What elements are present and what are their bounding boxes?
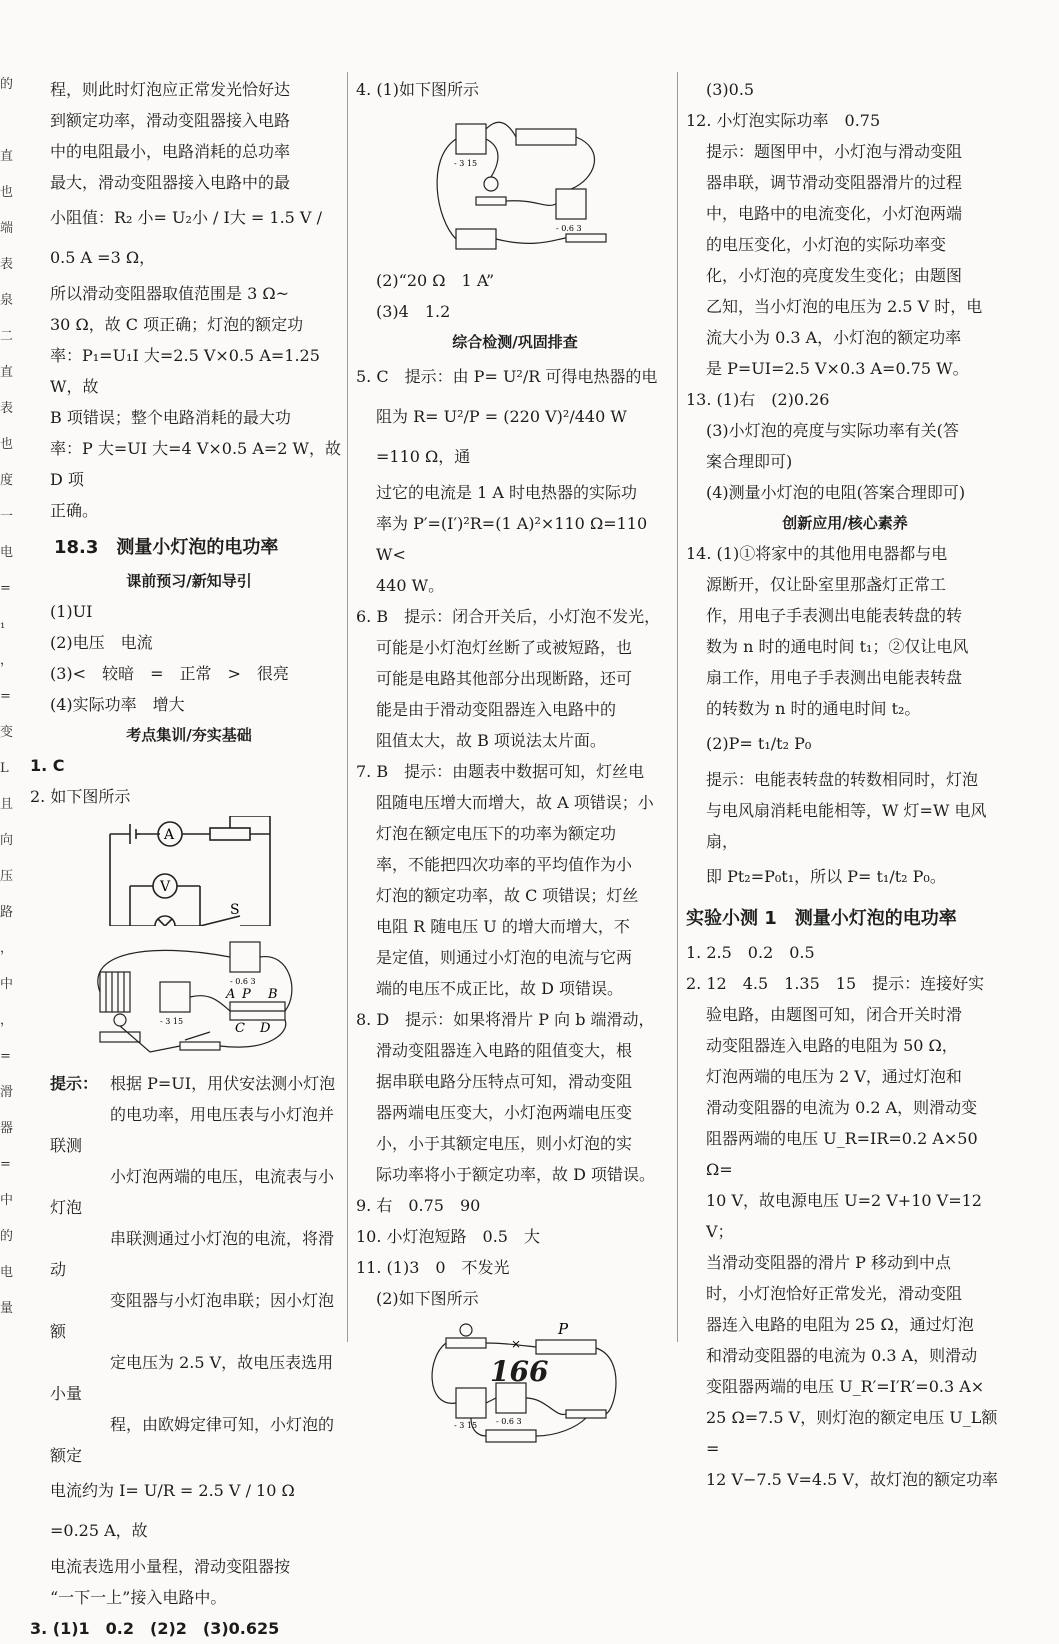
answer-11-3: (3)0.5 bbox=[706, 80, 755, 99]
ammeter-label: A bbox=[164, 827, 175, 843]
edge-char: 中 bbox=[0, 977, 14, 992]
text-line: (4)测量小灯泡的电阻(答案合理即可) bbox=[706, 483, 966, 502]
edge-char: 中 bbox=[0, 1193, 14, 1208]
text-line: 率为 P′=(I′)²R=(1 A)²×110 Ω=110 W< bbox=[376, 514, 648, 564]
text-line: 正确。 bbox=[50, 501, 99, 520]
edge-char bbox=[0, 106, 16, 142]
answer-5: 5. C 提示：由 P= U²/R 可得电热器的电 bbox=[356, 367, 658, 386]
rheostat-label-b: B bbox=[268, 987, 278, 1002]
subsection-title: 综合检测/巩固排查 bbox=[452, 333, 578, 351]
column-1 bbox=[30, 74, 348, 1644]
text-line: 440 W。 bbox=[376, 576, 445, 595]
exp-answer-2 bbox=[686, 968, 1004, 1495]
text-line: 小灯泡两端的电压，电流表与小灯泡 bbox=[50, 1167, 335, 1217]
slider-label-p: P bbox=[558, 1320, 569, 1338]
text-line: 8. D 提示：如果将滑片 P 向 b 端滑动， bbox=[356, 1010, 655, 1029]
text-line: 中，电路中的电流变化，小灯泡两端 bbox=[706, 204, 963, 223]
text-line: 可能是电路其他部分出现断路，还可 bbox=[376, 669, 633, 688]
text-line: 率：P₁=U₁I 大=2.5 V×0.5 A=1.25 W，故 bbox=[50, 346, 320, 396]
text-line: 率：P 大=UI 大=4 V×0.5 A=2 W，故 D 项 bbox=[50, 439, 341, 489]
text-line: 12 V−7.5 V=4.5 V，故灯泡的额定功率 bbox=[706, 1470, 998, 1489]
text-line: 的转数为 n 时的通电时间 t₂。 bbox=[706, 699, 921, 718]
circuit-wiring-figure bbox=[426, 1318, 726, 1448]
text-line: 根据 P=UI，用伏安法测小灯泡 bbox=[110, 1074, 336, 1093]
text-line: 流大小为 0.3 A，小灯泡的额定功率 bbox=[706, 328, 962, 347]
switch-label: S bbox=[230, 902, 240, 918]
answer-2: 2. 如下图所示 bbox=[30, 787, 131, 806]
text-line: 率，不能把四次功率的平均值作为小 bbox=[376, 855, 633, 874]
answer-7 bbox=[356, 756, 674, 1004]
answer-6 bbox=[356, 601, 674, 756]
text-line: 是 P=UI=2.5 V×0.3 A=0.75 W。 bbox=[706, 359, 969, 378]
text-line: 最大，滑动变阻器接入电路中的最 bbox=[50, 173, 291, 192]
edge-char: 电 bbox=[0, 1265, 14, 1280]
text-line: 的电功率，用电压表与小灯泡并联测 bbox=[50, 1105, 335, 1155]
edge-char: 路 bbox=[0, 905, 14, 920]
edge-char: 直 bbox=[0, 365, 14, 380]
meter-scale-label: - 0.6 3 bbox=[556, 224, 582, 233]
text-line: 串联测通过小灯泡的电流，将滑动 bbox=[50, 1229, 335, 1279]
meter-scale-label: - 3 15 bbox=[160, 1017, 184, 1026]
text-line: 际功率将小于额定功率，故 D 项错误。 bbox=[376, 1165, 656, 1184]
text-line: (4)实际功率 增大 bbox=[50, 695, 185, 714]
section-title: 实验小测 1 测量小灯泡的电功率 bbox=[686, 908, 957, 929]
text-line: 器两端电压变大，小灯泡两端电压变 bbox=[376, 1103, 633, 1122]
text-line: 7. B 提示：由题表中数据可知，灯丝电 bbox=[356, 762, 645, 781]
text-line: 验电路，由题图可知，闭合开关时滑 bbox=[706, 1005, 963, 1024]
hint-text bbox=[686, 136, 1004, 384]
text-line: 到额定功率，滑动变阻器接入电路 bbox=[50, 111, 291, 130]
text-line: 10 V，故电源电压 U=2 V+10 V=12 V； bbox=[706, 1191, 982, 1241]
text-line: (2)电压 电流 bbox=[50, 633, 153, 652]
formula-line: (2)P= t₁/t₂ P₀ bbox=[706, 734, 812, 753]
edge-char: 也 bbox=[0, 437, 14, 452]
edge-char: L bbox=[0, 761, 9, 776]
edge-char: 的 bbox=[0, 77, 14, 92]
edge-char: = bbox=[0, 1157, 11, 1172]
exp-answer-1: 1. 2.5 0.2 0.5 bbox=[686, 943, 815, 962]
text-line: 作，用电子手表测出电能表转盘的转 bbox=[706, 606, 963, 625]
text-line: 扇工作，用电子手表测出电能表转盘 bbox=[706, 668, 963, 687]
text-line: 定电压为 2.5 V，故电压表选用小量 bbox=[50, 1353, 334, 1403]
edge-char: 表 bbox=[0, 401, 14, 416]
answer-8 bbox=[356, 1004, 674, 1190]
edge-char: 滑 bbox=[0, 1085, 14, 1100]
formula-line: 电流约为 I= U/R = 2.5 V / 10 Ω =0.25 A，故 bbox=[50, 1481, 295, 1540]
text-line: 14. (1)①将家中的其他用电器都与电 bbox=[686, 544, 948, 563]
rheostat-label-a: A bbox=[226, 987, 236, 1002]
text-line: 阻随电压增大而增大，故 A 项错误；小 bbox=[376, 793, 654, 812]
edge-char: ， bbox=[0, 653, 14, 668]
edge-char: 度 bbox=[0, 473, 14, 488]
text-line: 13. (1)右 (2)0.26 bbox=[686, 390, 830, 409]
column-2 bbox=[356, 74, 674, 1454]
meter-scale-label: - 3 15 bbox=[454, 159, 478, 168]
text-line: 所以滑动变阻器取值范围是 3 Ω~ bbox=[50, 284, 290, 303]
text-line: 变阻器与小灯泡串联；因小灯泡额 bbox=[50, 1291, 335, 1341]
text-line: 灯泡两端的电压为 2 V，通过灯泡和 bbox=[706, 1067, 962, 1086]
edge-char: 器 bbox=[0, 1121, 14, 1136]
answer-list bbox=[30, 596, 348, 720]
edge-char: = bbox=[0, 581, 11, 596]
text-line: 滑动变阻器连入电路的阻值变大，根 bbox=[376, 1041, 633, 1060]
text-line: 能是由于滑动变阻器连入电路中的 bbox=[376, 700, 617, 719]
text-line: 程，则此时灯泡应正常发光恰好达 bbox=[50, 80, 291, 99]
answer-3: 3. (1)1 0.2 (2)2 (3)0.625 bbox=[30, 1619, 280, 1638]
hint-text bbox=[686, 764, 1004, 857]
edge-char: ₁ bbox=[0, 617, 6, 632]
meter-scale-label: - 0.6 3 bbox=[496, 1417, 522, 1426]
text-line: 中的电阻最小，电路消耗的总功率 bbox=[50, 142, 291, 161]
edge-char: 电 bbox=[0, 545, 14, 560]
edge-char: 压 bbox=[0, 869, 14, 884]
answer-11-2: (2)如下图所示 bbox=[376, 1289, 479, 1308]
text-line: “一下一上”接入电路中。 bbox=[50, 1588, 227, 1607]
answer-14 bbox=[686, 538, 1004, 724]
text-line: (2)“20 Ω 1 A” bbox=[376, 271, 495, 290]
text-line: 2. 12 4.5 1.35 15 提示：连接好实 bbox=[686, 974, 985, 993]
answer-13 bbox=[686, 384, 1004, 508]
page-number: 166 bbox=[490, 1355, 549, 1388]
text-line: 的电压变化，小灯泡的实际功率变 bbox=[706, 235, 947, 254]
text-line: 滑动变阻器的电流为 0.2 A，则滑动变 bbox=[706, 1098, 978, 1117]
rheostat-label-c: C bbox=[235, 1021, 245, 1036]
paragraph bbox=[30, 74, 348, 198]
text-line: 阻值太大，故 B 项说法太片面。 bbox=[376, 731, 606, 750]
text-line: 提示：题图甲中，小灯泡与滑动变阻 bbox=[706, 142, 963, 161]
circuit-wiring-figure bbox=[90, 932, 390, 1062]
edge-char: 二 bbox=[0, 329, 14, 344]
hint-label: 提示： bbox=[50, 1074, 99, 1093]
wrong-wire-mark: × bbox=[511, 1337, 522, 1351]
text-line: 案合理即可) bbox=[706, 452, 793, 471]
edge-char: 直 bbox=[0, 149, 14, 164]
text-line: 过它的电流是 1 A 时电热器的实际功 bbox=[376, 483, 637, 502]
text-line: 提示：电能表转盘的转数相同时，灯泡 bbox=[706, 770, 979, 789]
text-line: 电阻 R 随电压 U 的增大而增大，不 bbox=[376, 917, 630, 936]
answer-text bbox=[356, 477, 674, 601]
text-line: (3)小灯泡的亮度与实际功率有关(答 bbox=[706, 421, 959, 440]
answer-12: 12. 小灯泡实际功率 0.75 bbox=[686, 111, 881, 130]
edge-char: ， bbox=[0, 1013, 14, 1028]
section-title: 18.3 测量小灯泡的电功率 bbox=[54, 537, 279, 558]
text-line: (3)< 较暗 = 正常 > 很亮 bbox=[50, 664, 289, 683]
text-line: 25 Ω=7.5 V，则灯泡的额定电压 U_L额= bbox=[706, 1408, 998, 1458]
edge-char: 变 bbox=[0, 725, 14, 740]
meter-scale-label: - 0.6 3 bbox=[230, 977, 256, 986]
edge-char: 且 bbox=[0, 797, 14, 812]
text-line: 程，由欧姆定律可知，小灯泡的额定 bbox=[50, 1415, 335, 1465]
formula-line: 小阻值：R₂ 小= U₂小 / I大 = 1.5 V / 0.5 A =3 Ω， bbox=[50, 208, 322, 267]
rheostat-label-p: P bbox=[242, 987, 251, 1002]
text-line: 时，小灯泡恰好正常发光，滑动变阻 bbox=[706, 1284, 963, 1303]
edge-char: 表 bbox=[0, 257, 14, 272]
edge-char: 的 bbox=[0, 1229, 14, 1244]
text-line: 化，小灯泡的亮度发生变化；由题图 bbox=[706, 266, 963, 285]
text-line: 数为 n 时的通电时间 t₁；②仅让电风 bbox=[706, 637, 969, 656]
text-line: 灯泡在额定电压下的功率为额定功 bbox=[376, 824, 617, 843]
rheostat-label-d: D bbox=[260, 1021, 271, 1036]
text-line: 与电风扇消耗电能相等，W 灯=W 电风扇， bbox=[706, 801, 987, 851]
text-line: 6. B 提示：闭合开关后，小灯泡不发光， bbox=[356, 607, 661, 626]
text-line: B 项错误；整个电路消耗的最大功 bbox=[50, 408, 291, 427]
text-line: 源断开，仅让卧室里那盏灯正常工 bbox=[706, 575, 947, 594]
voltmeter-label: V bbox=[160, 879, 171, 895]
text-line: 据串联电路分压特点可知，滑动变阻 bbox=[376, 1072, 633, 1091]
edge-char: = bbox=[0, 1049, 11, 1064]
text-line: (3)4 1.2 bbox=[376, 302, 451, 321]
text-line: 器串联，调节滑动变阻器滑片的过程 bbox=[706, 173, 963, 192]
text-line: 电流表选用小量程，滑动变阻器按 bbox=[50, 1557, 291, 1576]
edge-char: 量 bbox=[0, 1301, 14, 1316]
circuit-wiring-figure bbox=[416, 109, 716, 259]
subsection-title: 考点集训/夯实基础 bbox=[126, 726, 252, 744]
text-line: 是定值，则通过小灯泡的电流与它两 bbox=[376, 948, 633, 967]
answer-list bbox=[356, 265, 674, 327]
edge-char: ， bbox=[0, 941, 14, 956]
answer-1: 1. C bbox=[30, 756, 65, 775]
subsection-title: 课前预习/新知导引 bbox=[126, 572, 252, 590]
answer-9: 9. 右 0.75 90 bbox=[356, 1196, 481, 1215]
paragraph bbox=[30, 278, 348, 526]
formula-line: 阻为 R= U²/P = (220 V)²/440 W =110 Ω，通 bbox=[376, 407, 627, 466]
left-edge-cut-text bbox=[0, 70, 16, 1330]
column-3 bbox=[686, 74, 1004, 1495]
text-line: (1)UI bbox=[50, 602, 93, 621]
edge-char: 一 bbox=[0, 509, 14, 524]
text-line: 端的电压不成正比，故 D 项错误。 bbox=[376, 979, 624, 998]
edge-char: 也 bbox=[0, 185, 14, 200]
answer-4: 4. (1)如下图所示 bbox=[356, 80, 480, 99]
text-line: 阻器两端的电压 U_R=IR=0.2 A×50 Ω= bbox=[706, 1129, 978, 1179]
text-line: 器连入电路的电阻为 25 Ω，通过灯泡 bbox=[706, 1315, 974, 1334]
edge-char: 泉 bbox=[0, 293, 14, 308]
text-line: 小，小于其额定电压，则小灯泡的实 bbox=[376, 1134, 633, 1153]
formula-line: 即 Pt₂=P₀t₁，所以 P= t₁/t₂ P₀。 bbox=[706, 867, 946, 886]
answer-10: 10. 小灯泡短路 0.5 大 bbox=[356, 1227, 540, 1246]
hint-text bbox=[30, 1068, 348, 1471]
edge-char: 端 bbox=[0, 221, 14, 236]
text-line: 和滑动变阻器的电流为 0.3 A，则滑动 bbox=[706, 1346, 978, 1365]
circuit-diagram bbox=[90, 816, 390, 926]
edge-char: = bbox=[0, 689, 11, 704]
column-divider bbox=[677, 72, 678, 1342]
subsection-title: 创新应用/核心素养 bbox=[782, 514, 908, 532]
meter-scale-label: - 3 15 bbox=[454, 1421, 478, 1430]
answer-11: 11. (1)3 0 不发光 bbox=[356, 1258, 510, 1277]
hint-text bbox=[30, 1551, 348, 1613]
text-line: 当滑动变阻器的滑片 P 移动到中点 bbox=[706, 1253, 951, 1272]
text-line: 30 Ω，故 C 项正确；灯泡的额定功 bbox=[50, 315, 304, 334]
text-line: 动变阻器连入电路的电阻为 50 Ω， bbox=[706, 1036, 958, 1055]
text-line: 乙知，当小灯泡的电压为 2.5 V 时，电 bbox=[706, 297, 983, 316]
text-line: 可能是小灯泡灯丝断了或被短路，也 bbox=[376, 638, 633, 657]
text-line: 变阻器两端的电压 U_R′=I′R′=0.3 A× bbox=[706, 1377, 985, 1396]
text-line: 灯泡的额定功率，故 C 项错误；灯丝 bbox=[376, 886, 639, 905]
edge-char: 向 bbox=[0, 833, 14, 848]
